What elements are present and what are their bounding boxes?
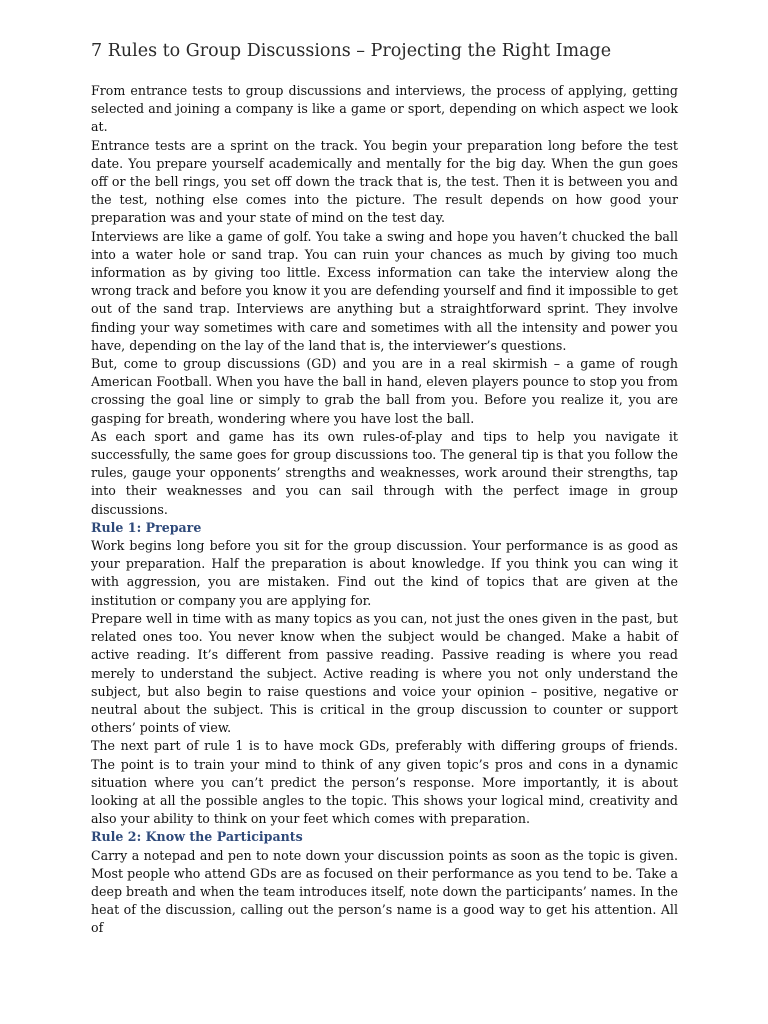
paragraph-group-discussions: But, come to group discussions (GD) and you are in a real skirmish – a game of rough American Football. When you have the ball in hand, eleven players pounce to stop you from crossing the goal line or simply to grab the ball from you. Before you realize it, you are gasping for breath, wondering where you have lost the ball. [91,356,678,426]
paragraph-interviews: Interviews are like a game of golf. You take a swing and hope you haven’t chucked the ball into a water hole or sand trap. You can ruin your chances as much by giving too much information as by giving too little. Excess information can take the interview along the wrong track and before you know it you are defending yourself and find it impossible to get out of the sand trap. Interviews are anything but a straightforward sprint. They involve finding your way sometimes with care and sometimes with all the intensity and power you have, depending on the lay of the land that is, the interviewer’s questions. [91,228,678,353]
paragraph-rule-1-prepare: Prepare well in time with as many topics as you can, not just the ones given in the past, but related ones too. You never know when the subject would be changed. Make a habit of active reading. It’s different from passive reading. Passive reading is where you read merely to understand the subject. Active reading is where you not only understand the subject, but also begin to raise questions and voice your opinion – positive, negative or neutral about the subject. This is critical in the group discussion to counter or support others’ points of view. [91,610,678,736]
paragraph-rule-1-work: Work begins long before you sit for the group discussion. Your performance is as good as your preparation. Half the preparation is about knowledge. If you think you can wing it with aggression, you are mistaken. Find out the kind of topics that are given at the institution or company you are applying for. [91,538,678,608]
heading-rule-1: Rule 1: Prepare [91,519,202,535]
paragraph-intro: From entrance tests to group discussions and interviews, the process of applying, getting selected and joining a company is like a game or sport, depending on which aspect we look at. [91,83,678,135]
document-title: 7 Rules to Group Discussions – Projecting the Right Image [91,41,612,61]
paragraph-rule-1-mock-gds: The next part of rule 1 is to have mock GDs, preferably with differing groups of friends. The point is to train your mind to think of any given topic’s pros and cons in a dynamic situation where you can’t predict the person’s response. More importantly, it is about looking at all the possible angles to the topic. This shows your logical mind, creativity and also your ability to think on your feet which comes with preparation. [91,738,678,827]
document-page [91,40,678,938]
paragraph-entrance-tests: Entrance tests are a sprint on the track. You begin your preparation long before the test date. You prepare yourself academically and mentally for the big day. When the gun goes off or the bell rings, you set off down the track that is, the test. Then it is between you and the test, nothing else comes into the picture. The result depends on how good your preparation was and your state of mind on the test day. [91,137,678,226]
paragraph-rules-of-play: As each sport and game has its own rules-of-play and tips to help you navigate it successfully, the same goes for group discussions too. The general tip is that you follow the rules, gauge your opponents’ strengths and weaknesses, work around their strengths, tap into their weaknesses and you can sail through with the perfect image in group discussions. [91,428,678,517]
heading-rule-2: Rule 2: Know the Participants [91,829,303,845]
paragraph-rule-2-notepad: Carry a notepad and pen to note down your discussion points as soon as the topic is given. Most people who attend GDs are as focused on their performance as you tend to be. Take a deep breath and when the team introduces itself, note down the participants’ names. In the heat of the discussion, calling out the person’s name is a good way to get his attention. All of [91,847,678,936]
